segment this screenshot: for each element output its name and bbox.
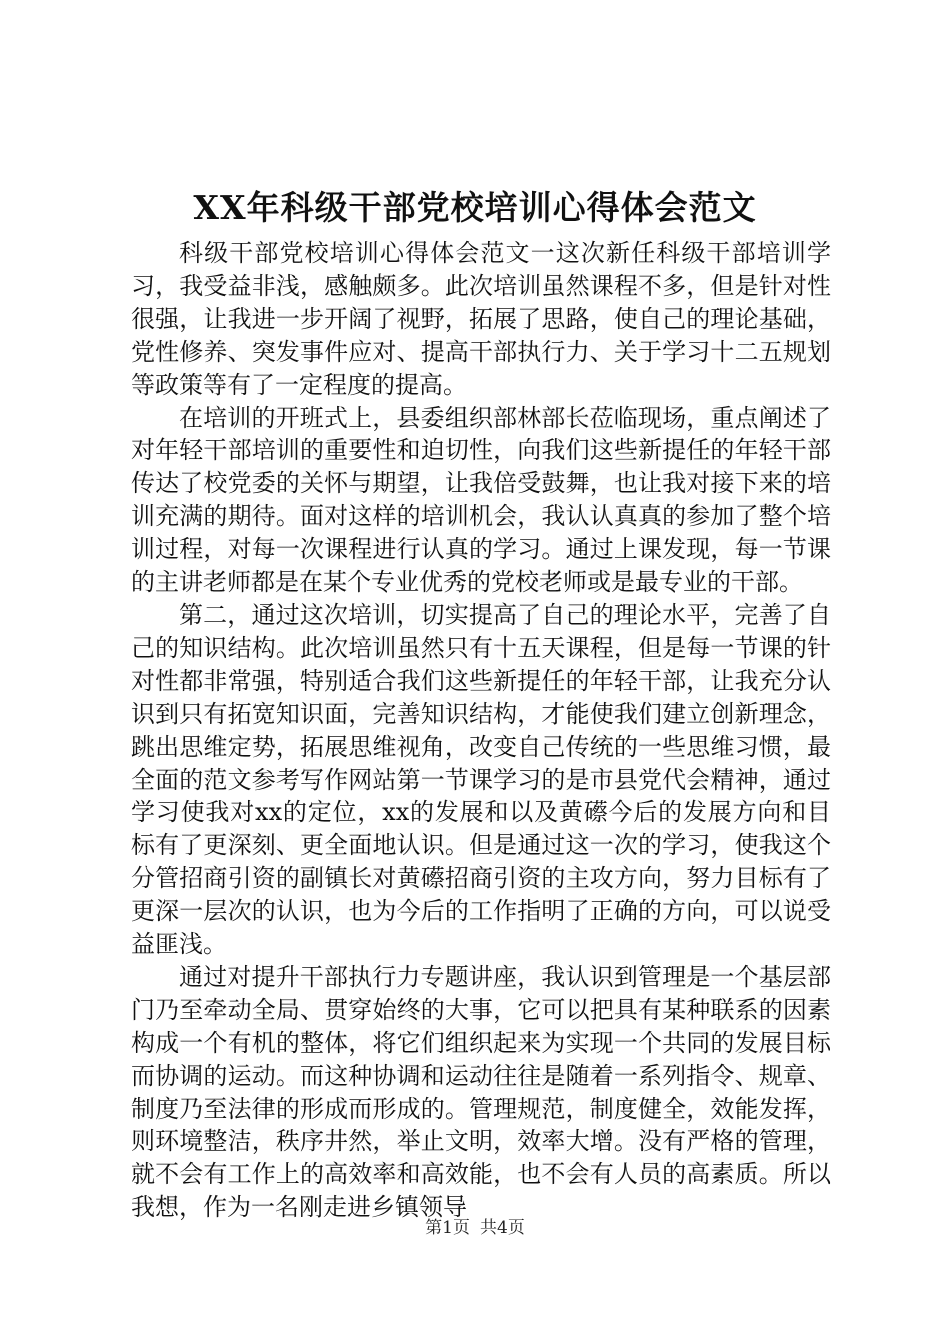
page-footer bbox=[0, 1216, 950, 1240]
page-number: 第1页 bbox=[425, 1218, 470, 1238]
paragraph-3: 第二，通过这次培训，切实提高了自己的理论水平，完善了自己的知识结构。此次培训虽然只有十五天课程，但是每一节课的针对性都非常强，特别适合我们这些新提任的年轻干部，让我充分认识到只有拓宽知识面，完善知识结构，才能使我们建立创新理念，跳出思维定势，拓展思维视角，改变自己传统的一些思维习惯，最全面的范文参考写作网站第一节课学习的是市县党代会精神，通过学习使我对xx的定位，xx的发展和以及黄礤今后的发展方向和目标有了更深刻、更全面地认识。但是通过这一次的学习，使我这个分管招商引资的副镇长对黄礤招商引资的主攻方向，努力目标有了更深一层次的认识，也为今后的工作指明了正确的方向，可以说受益匪浅。 bbox=[131, 600, 831, 959]
document-title: XX年科级干部党校培训心得体会范文 bbox=[193, 188, 757, 227]
document-body bbox=[131, 237, 831, 1224]
paragraph-4: 通过对提升干部执行力专题讲座，我认识到管理是一个基层部门乃至牵动全局、贯穿始终的大事，它可以把具有某种联系的因素构成一个有机的整体，将它们组织起来为实现一个共同的发展目标而协调的运动。而这种协调和运动往往是随着一系列指令、规章、制度乃至法律的形成而形成的。管理规范，制度健全，效能发挥，则环境整洁，秩序井然，举止文明，效率大增。没有严格的管理，就不会有工作上的高效率和高效能，也不会有人员的高素质。所以我想，作为一名刚走进乡镇领导 bbox=[131, 962, 831, 1222]
paragraph-2: 在培训的开班式上，县委组织部林部长莅临现场，重点阐述了对年轻干部培训的重要性和迫切性，向我们这些新提任的年轻干部传达了校党委的关怀与期望，让我倍受鼓舞，也让我对接下来的培训充满的期待。面对这样的培训机会，我认认真真的参加了整个培训过程，对每一次课程进行认真的学习。通过上课发现，每一节课的主讲老师都是在某个专业优秀的党校老师或是最专业的干部。 bbox=[131, 403, 831, 597]
page-total: 共4页 bbox=[480, 1218, 525, 1238]
paragraph-1: 科级干部党校培训心得体会范文一这次新任科级干部培训学习，我受益非浅，感触颇多。此次培训虽然课程不多，但是针对性很强，让我进一步开阔了视野，拓展了思路，使自己的理论基础，党性修养、突发事件应对、提高干部执行力、关于学习十二五规划等政策等有了一定程度的提高。 bbox=[131, 239, 831, 399]
